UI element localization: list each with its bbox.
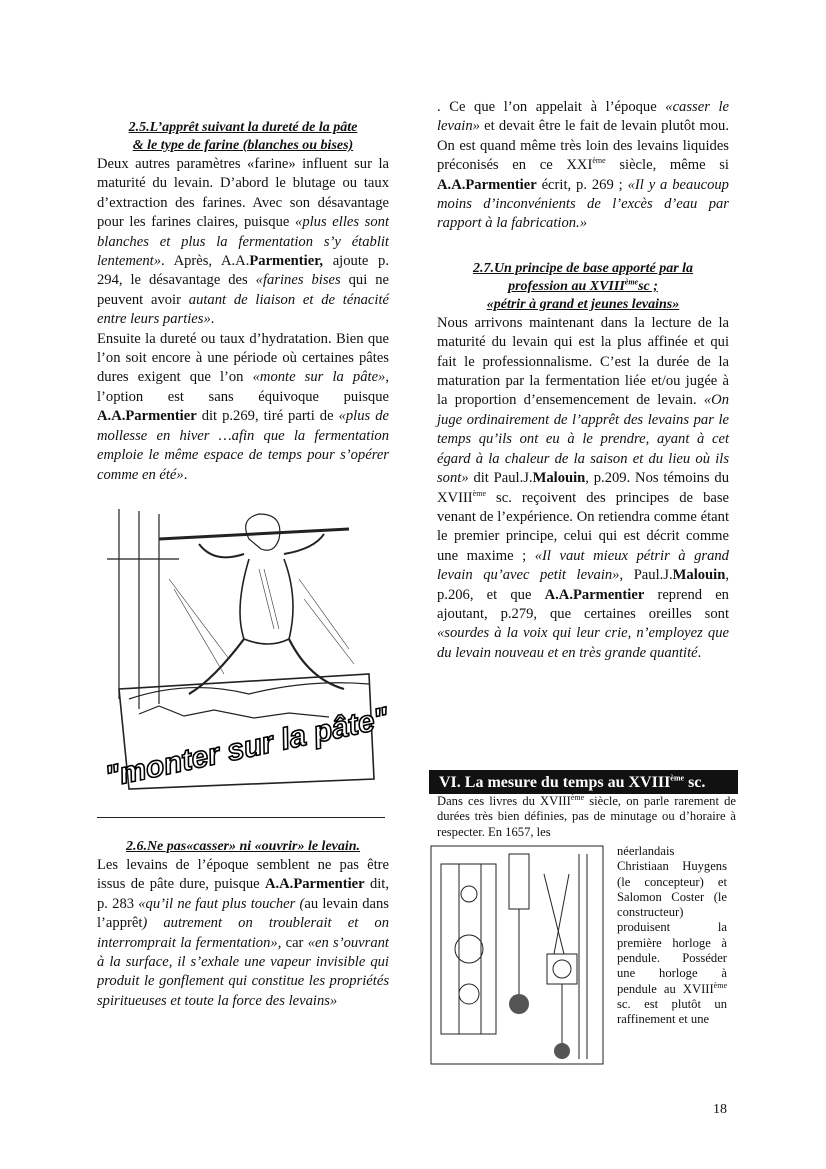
- pendulum-clock-engraving: [429, 844, 605, 1066]
- left-column: [97, 119, 389, 1050]
- section-2-6-paragraph-left: Les levains de l’époque semblent ne pas être issus de pâte dure, puisque A.A.Parmentier dit, p. 283 «qu’il ne faut plus toucher (au levain dans l’apprêt) autrement on troublerait et on interromprait la fermentation», car «en s’ouvrant à la surface, il s’exhale une vapeur invisible qui produit le gonflement qui constitue les propriétés spiritueuses et toute la force des levains»: [97, 856, 389, 1009]
- section-2-5-paragraph-2: Ensuite la dureté ou taux d’hydratation. Bien que l’on soit encore à une période où certaines pâtes dures exigent que l’on «monte sur la pâte», l’option est sans équivoque puisque A.A.Parmentier dit p.269, tiré parti de «plus de mollesse en hiver …afin que la fermentation emploie le même espace de temps pour s’opérer comme en été».: [97, 330, 389, 483]
- section-vi-side-text: néerlandais Christiaan Huygens (le concepteur) et Salomon Coster (le constructeur) produisent la première horloge à pendule. Posséder une horloge à pendule au XVIIIème sc. est plutôt un raffinement et une: [617, 844, 727, 1027]
- section-2-5-title-line1: 2.5.L’apprêt suivant la dureté de la pâte: [128, 120, 358, 135]
- section-2-7-paragraph: Nous arrivons maintenant dans la lecture de la maturité du levain qui est la plus affinée et qui fait le professionnalisme. C’est la durée de la maturation par la fermentation liée et/ou jugée à la proportion d’ensemencement de levain. «On juge ordinairement de l’apprêt des levains par le temps qu’ils ont eu à le prendre, ayant à cet égard à la chaleur de la saison et du lieu où ils sont» dit Paul.J.Malouin, p.209. Nos témoins du XVIIIème sc. reçoivent des principes de base venant de l’expérience. On retiendra comme étant le premier principe, celui qui est décrit comme une maxime ; «Il vaut mieux pétrir à grand levain qu’avec petit levain», Paul.J.Malouin, p.206, et que A.A.Parmentier reprend en ajoutant, p.279, que certaines oreilles sont «sourdes à la voix qui leur crie, n’employez que du levain nouveau et en très grande quantité.: [437, 314, 729, 661]
- right-column: [437, 98, 729, 663]
- section-vi-title: VI. La mesure du temps au XVIIIème sc.: [429, 770, 738, 794]
- page-number: 18: [713, 1102, 727, 1117]
- section-vi-box: [429, 770, 738, 1066]
- baker-kneading-illustration: [99, 499, 389, 799]
- section-vi-intro: Dans ces livres du XVIIIème siècle, on parle rarement de durées très bien définies, pas de minutage ou d’horaire à respecter. En 1657, les: [437, 792, 736, 839]
- clock-diagram: [429, 844, 605, 1066]
- section-divider: [97, 817, 385, 818]
- section-2-5-paragraph-1: Deux autres paramètres «farine» influent sur la maturité du levain. D’abord le blutage ou taux d’extraction des farines. Avec son désavantage pour les farines claires, puisque «plus elles sont blanches et plus la fermentation s’y établit lentement». Après, A.A.Parmentier, ajoute p. 294, le désavantage des «farines bises qui ne peuvent avoir autant de liaison et de ténacité entre leurs parties».: [97, 156, 390, 328]
- baker-sketch: [99, 499, 389, 799]
- section-2-6-title: 2.6.Ne pas«casser» ni «ouvrir» le levain.: [125, 838, 361, 854]
- section-2-5-title: [97, 119, 389, 155]
- section-2-6-paragraph-right: . Ce que l’on appelait à l’époque «casser le levain» et devait être le fait de levain plutôt mou. On est quand même très loin des levains liquides préconisés en ce XXIème siècle, même si A.A.Parmentier écrit, p. 269 ; «Il y a beaucoup moins d’inconvénients de l’excès d’eau par rapport à la fabrication.»: [437, 99, 729, 232]
- illustration-caption: "monter sur la pâte": [102, 701, 389, 794]
- section-2-7-title: 2.7.Un principe de base apporté par la profession au XVIIIèmesc ; «pétrir à grand et jeunes levains»: [472, 260, 694, 312]
- section-2-5-title-line2: & le type de farine (blanches ou bises): [132, 138, 354, 153]
